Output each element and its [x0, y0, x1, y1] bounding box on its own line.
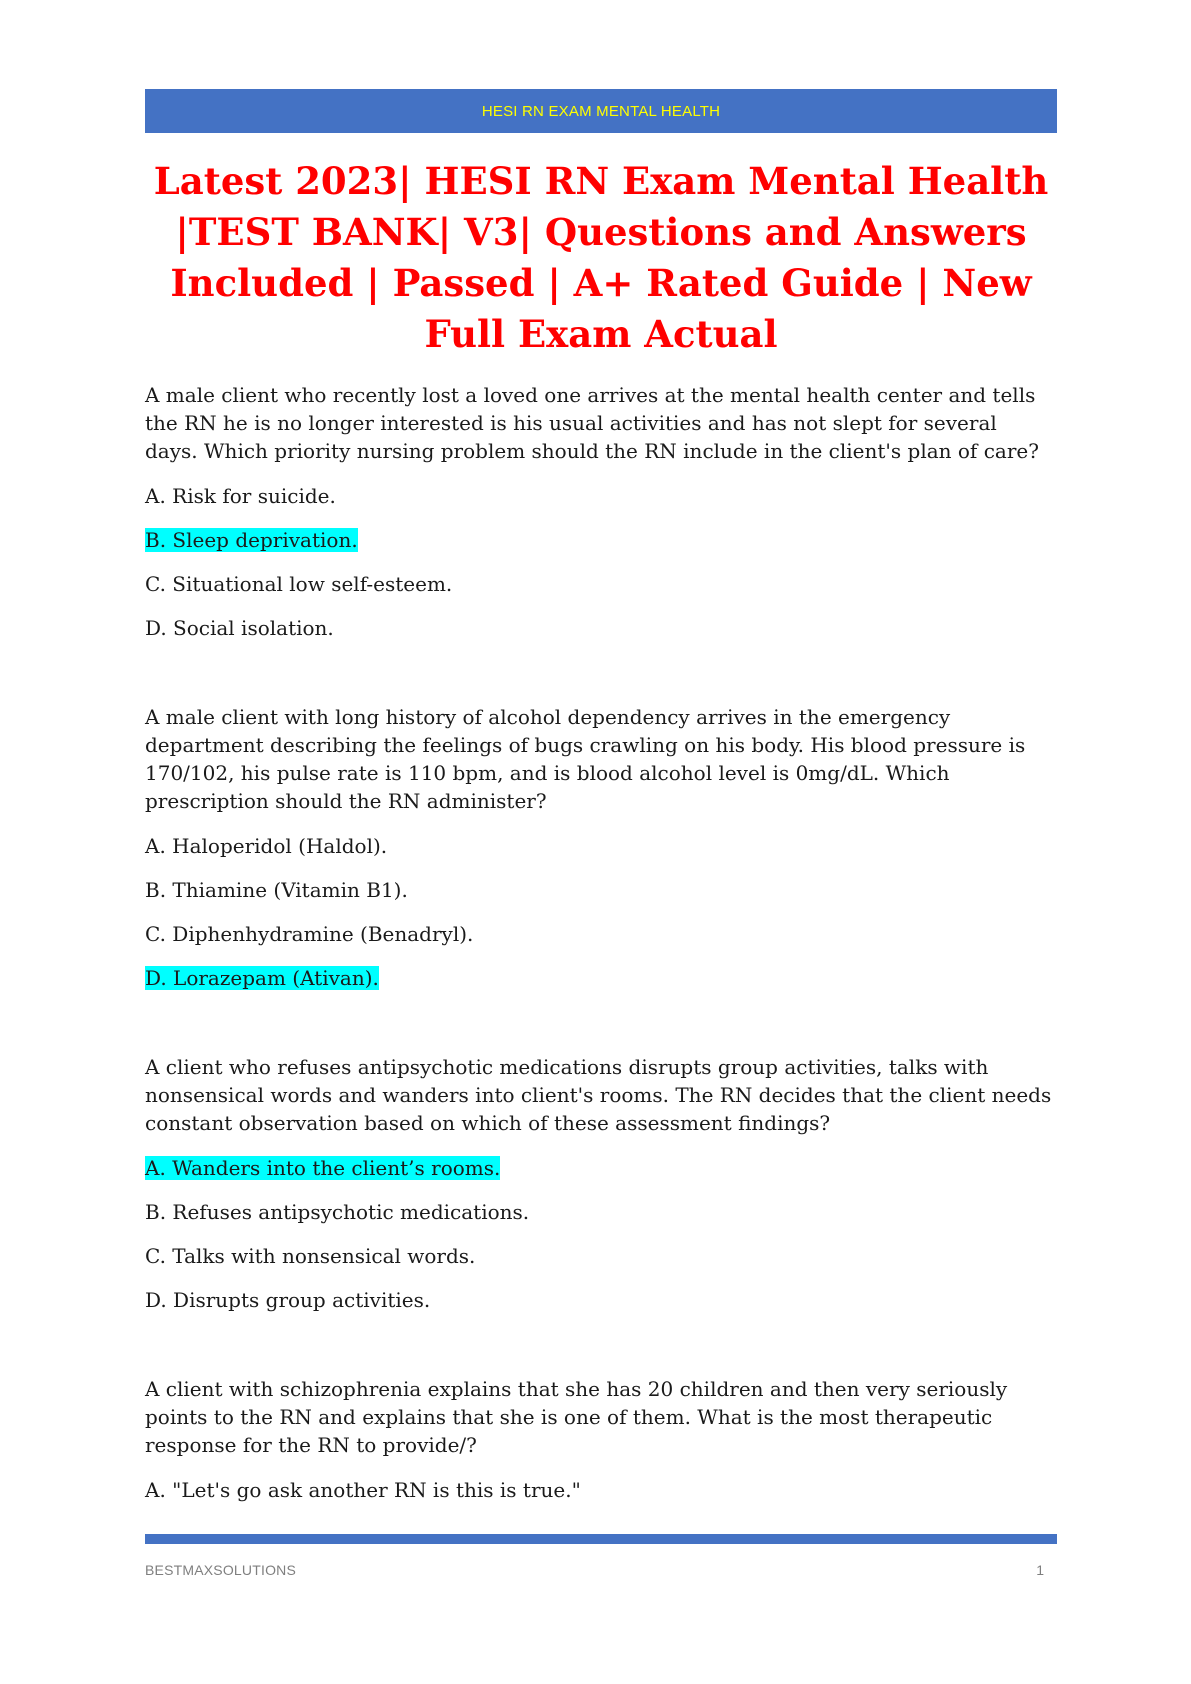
- answer-highlight: B. Sleep deprivation.: [145, 528, 358, 552]
- answer-option: C. Situational low self-esteem.: [145, 572, 453, 596]
- answer-option: C. Talks with nonsensical words.: [145, 1244, 476, 1268]
- question-2: [145, 703, 1055, 992]
- page-number: 1: [1036, 1562, 1044, 1578]
- answer-option-correct: [145, 1154, 1055, 1182]
- question-list: [145, 381, 1055, 1504]
- header-bar: [145, 89, 1057, 133]
- answer-option: C. Diphenhydramine (Benadryl).: [145, 922, 474, 946]
- footer-rule: [145, 1534, 1057, 1544]
- question-3: [145, 1053, 1055, 1314]
- answer-option: B. Refuses antipsychotic medications.: [145, 1200, 530, 1224]
- answer-option: B. Thiamine (Vitamin B1).: [145, 878, 408, 902]
- footer-brand: BESTMAXSOLUTIONS: [145, 1562, 297, 1578]
- answer-option: D. Disrupts group activities.: [145, 1288, 431, 1312]
- answer-option: D. Social isolation.: [145, 616, 334, 640]
- answer-highlight: D. Lorazepam (Ativan).: [145, 966, 379, 990]
- question-1: [145, 381, 1055, 642]
- question-text: A client with schizophrenia explains that she has 20 children and then very seriously points to the RN and explains that she is one of them. What is the most therapeutic response for the RN to provide/?: [145, 1377, 1008, 1457]
- answer-option: A. "Let's go ask another RN is this is true.": [145, 1478, 581, 1502]
- answer-option-correct: [145, 526, 1055, 554]
- header-title: HESI RN EXAM MENTAL HEALTH: [481, 102, 721, 120]
- question-text: A male client who recently lost a loved one arrives at the mental health center and tells the RN he is no longer interested is his usual activities and has not slept for several days. Which priority nursing problem should the RN include in the client's plan of care?: [145, 383, 1039, 463]
- answer-option-correct: [145, 964, 1055, 992]
- question-4: [145, 1375, 1055, 1504]
- answer-highlight: A. Wanders into the client’s rooms.: [145, 1156, 501, 1180]
- question-text: A client who refuses antipsychotic medications disrupts group activities, talks with nonsensical words and wanders into client's rooms. The RN decides that the client needs constant observation based on which of these assessment findings?: [145, 1055, 1052, 1135]
- question-text: A male client with long history of alcohol dependency arrives in the emergency department describing the feelings of bugs crawling on his body. His blood pressure is 170/102, his pulse rate is 110 bpm, and is blood alcohol level is 0mg/dL. Which prescription should the RN administer?: [145, 705, 1026, 813]
- document-title: Latest 2023| HESI RN Exam Mental Health |TEST BANK| V3| Questions and Answers Included | Passed | A+ Rated Guide | New Full Exam Actual: [153, 159, 1049, 356]
- answer-option: A. Risk for suicide.: [145, 484, 336, 508]
- answer-option: A. Haloperidol (Haldol).: [145, 834, 388, 858]
